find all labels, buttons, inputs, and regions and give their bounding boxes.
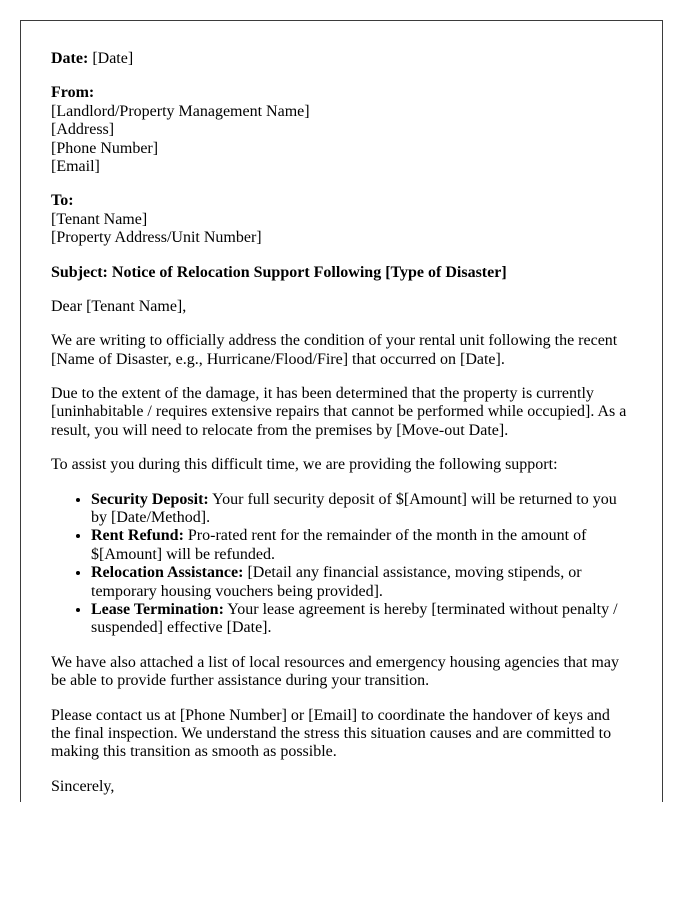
bullet-text: [Detail any financial assistance, moving stipends, or temporary housing vouchers being provided]. [91, 564, 582, 600]
bullet-label: Relocation Assistance: [91, 564, 244, 582]
date-line [51, 50, 631, 68]
paragraph-contact: Please contact us at [Phone Number] or [Email] to coordinate the handover of keys and the final inspection. We understand the stress this situation causes and are committed to making this transition as smooth as possible. [51, 706, 612, 761]
from-line: [Address] [51, 121, 115, 139]
to-block [51, 192, 631, 247]
list-item [91, 564, 631, 601]
from-block [51, 84, 631, 176]
bullet-label: Lease Termination: [91, 600, 224, 618]
list-item [91, 601, 631, 638]
bullet-label: Rent Refund: [91, 527, 184, 545]
salutation: Dear [Tenant Name], [51, 297, 187, 315]
from-line: [Landlord/Property Management Name] [51, 102, 310, 120]
from-line: [Phone Number] [51, 139, 159, 157]
paragraph-support-lead: To assist you during this difficult time, we are providing the following support: [51, 456, 558, 474]
closing: Sincerely, [51, 777, 115, 795]
paragraph-intro: We are writing to officially address the condition of your rental unit following the recent [Name of Disaster, e.g., Hurricane/Flood/Fire] that occurred on [Date]. [51, 332, 618, 368]
paragraph-resources: We have also attached a list of local resources and emergency housing agencies that may be able to provide further assistance during your transition. [51, 653, 619, 690]
bullet-label: Security Deposit: [91, 490, 209, 508]
support-list [51, 491, 631, 638]
from-line: [Email] [51, 157, 100, 175]
to-line: [Tenant Name] [51, 210, 148, 228]
bullet-text: Your lease agreement is hereby [terminated without penalty / suspended] effective [Date]. [91, 600, 618, 637]
bullet-text: Your full security deposit of $[Amount] will be returned to you by [Date/Method]. [91, 490, 617, 527]
date-label: Date: [51, 50, 89, 67]
letter-page [20, 20, 663, 802]
subject-line: Subject: Notice of Relocation Support Following [Type of Disaster] [51, 263, 507, 281]
list-item [91, 527, 631, 564]
bullet-text: Pro-rated rent for the remainder of the month in the amount of $[Amount] will be refunded. [91, 527, 587, 563]
to-label: To: [51, 192, 74, 210]
from-label: From: [51, 84, 95, 102]
to-line: [Property Address/Unit Number] [51, 229, 262, 247]
paragraph-damage: Due to the extent of the damage, it has been determined that the property is currently [uninhabitable / requires extensive repairs that cannot be performed while occupied]. As a result, you will need to relocate from the premises by [Move-out Date]. [51, 385, 627, 439]
list-item [91, 491, 631, 528]
date-value: [Date] [92, 50, 134, 67]
